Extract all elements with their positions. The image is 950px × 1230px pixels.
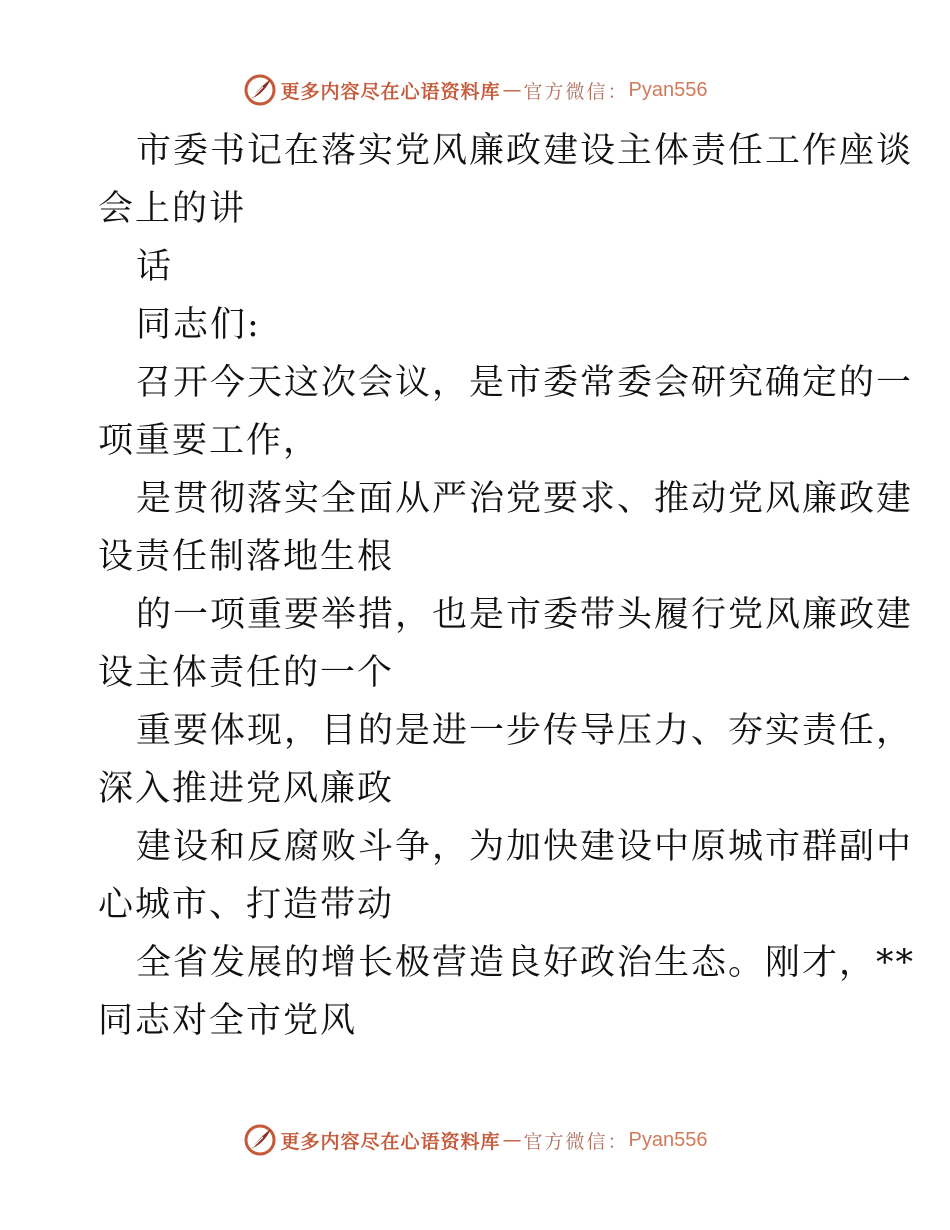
doc-line: 是贯彻落实全面从严治党要求、推动党风廉政建 — [136, 479, 914, 519]
banner-separator: — — [502, 79, 522, 101]
doc-line: 话 — [136, 247, 174, 287]
doc-line: 设主体责任的一个 — [98, 653, 395, 693]
brand-text: 更多内容尽在心语资料库 — [280, 80, 501, 103]
doc-line: 项重要工作， — [98, 421, 321, 461]
feather-quill-logo-icon — [243, 73, 277, 107]
doc-line: 会上的讲 — [98, 189, 247, 229]
doc-line: 同志们: — [136, 305, 261, 345]
feather-quill-logo-icon — [243, 1123, 277, 1157]
wechat-label: 官方微信： — [523, 80, 629, 103]
wechat-label: 官方微信： — [523, 1130, 629, 1153]
doc-line: 市委书记在落实党风廉政建设主体责任工作座谈 — [136, 131, 914, 171]
banner-separator: — — [502, 1129, 522, 1151]
doc-line: 全省发展的增长极营造良好政治生态。刚才，** — [136, 943, 916, 983]
wechat-account: Pyan556 — [628, 78, 708, 101]
doc-line: 同志对全市党风 — [98, 1001, 358, 1041]
doc-line: 心城市、打造带动 — [98, 885, 395, 925]
header-watermark-banner — [0, 70, 950, 110]
doc-line: 深入推进党风廉政 — [98, 769, 395, 809]
footer-watermark-banner — [0, 1120, 950, 1160]
brand-text: 更多内容尽在心语资料库 — [280, 1130, 501, 1153]
doc-line: 召开今天这次会议，是市委常委会研究确定的一 — [136, 363, 914, 403]
doc-line: 建设和反腐败斗争，为加快建设中原城市群副中 — [136, 827, 914, 867]
doc-line: 的一项重要举措，也是市委带头履行党风廉政建 — [136, 595, 914, 635]
doc-line: 设责任制落地生根 — [98, 537, 395, 577]
wechat-account: Pyan556 — [628, 1128, 708, 1151]
document-body — [98, 122, 916, 1050]
doc-line: 重要体现，目的是进一步传导压力、夯实责任， — [136, 711, 914, 751]
